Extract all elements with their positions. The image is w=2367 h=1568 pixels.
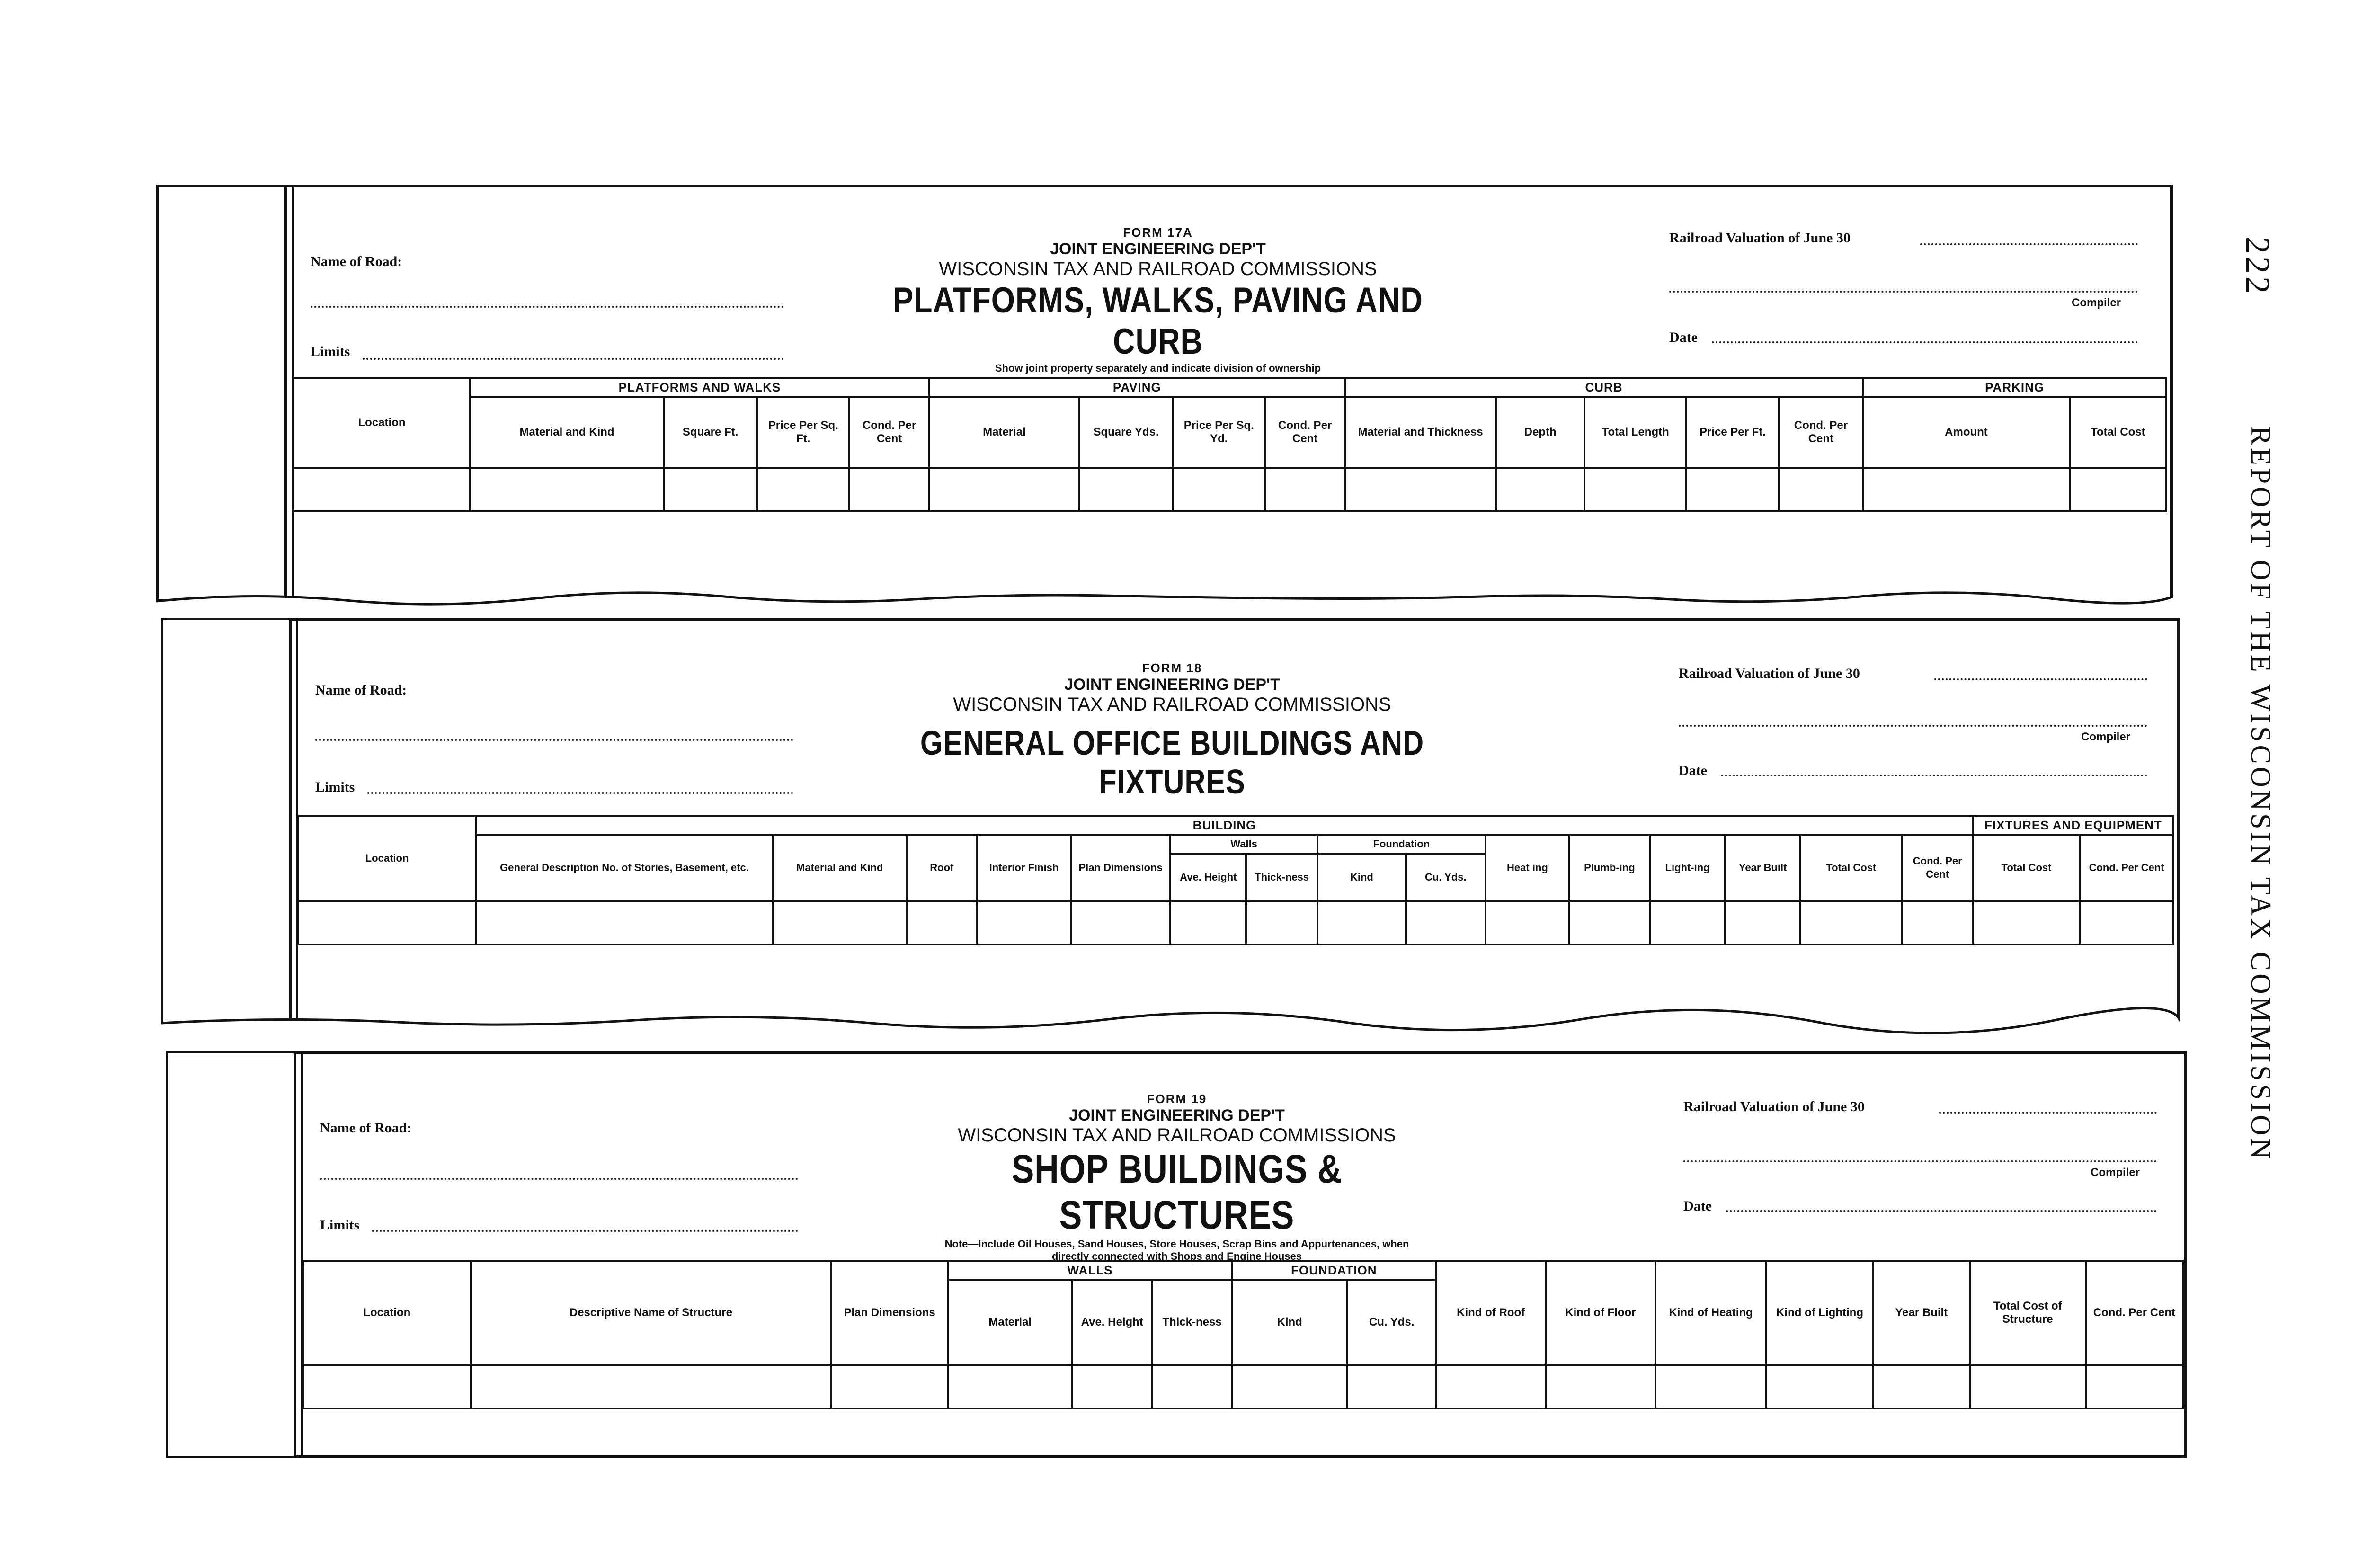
group-walls: Walls — [1170, 835, 1317, 854]
compiler-line[interactable] — [1679, 725, 2147, 727]
commissions-name: WISCONSIN TAX AND RAILROAD COMMISSIONS — [953, 694, 1391, 715]
form-17a — [156, 185, 2173, 611]
form-body — [284, 185, 2173, 601]
form-19 — [166, 1051, 2187, 1463]
compiler-label: Compiler — [2081, 731, 2131, 743]
col-header: Total Cost — [1973, 835, 2080, 901]
torn-edge — [161, 1006, 2180, 1034]
form-title: GENERAL OFFICE BUILDINGS AND FIXTURES — [920, 724, 1424, 801]
table-row[interactable] — [294, 468, 2166, 511]
form-stub — [156, 185, 284, 601]
col-header: Plan Dimensions — [831, 1261, 948, 1365]
col-header: Total Cost — [1800, 835, 1902, 901]
page-number: 222 — [2239, 237, 2277, 296]
compiler-label: Compiler — [2072, 296, 2121, 309]
date-line[interactable] — [1726, 1210, 2157, 1212]
limits-label: Limits — [315, 779, 355, 795]
col-header: Interior Finish — [977, 835, 1071, 901]
col-header: Kind of Floor — [1546, 1261, 1655, 1365]
limits-label: Limits — [311, 344, 350, 359]
form-18 — [161, 618, 2180, 1034]
commissions-name: WISCONSIN TAX AND RAILROAD COMMISSIONS — [958, 1125, 1396, 1146]
group-parking: PARKING — [1863, 378, 2166, 397]
col-header: Cond. Per Cent — [1265, 397, 1344, 468]
group-foundation: FOUNDATION — [1232, 1261, 1436, 1280]
col-header: Cond. Per Cent — [2086, 1261, 2183, 1365]
col-header: Plan Dimensions — [1071, 835, 1171, 901]
col-header: Kind of Heating — [1655, 1261, 1766, 1365]
col-header: Price Per Sq. Ft. — [757, 397, 849, 468]
col-header: Ave. Height — [1072, 1280, 1152, 1365]
limits-line[interactable] — [372, 1230, 798, 1232]
form-number: FORM 18 — [1142, 661, 1202, 675]
col-header: Ave. Height — [1170, 854, 1246, 901]
name-of-road-label: Name of Road: — [315, 682, 407, 698]
road-line[interactable] — [320, 1178, 798, 1180]
commissions-name: WISCONSIN TAX AND RAILROAD COMMISSIONS — [939, 258, 1377, 279]
form-table — [293, 377, 2167, 512]
dept-name: JOINT ENGINEERING DEP'T — [1069, 1106, 1285, 1124]
form-number: FORM 17A — [1123, 225, 1193, 240]
limits-label: Limits — [320, 1217, 360, 1233]
form-number: FORM 19 — [1147, 1092, 1207, 1106]
group-walls: WALLS — [948, 1261, 1232, 1280]
valuation-label: Railroad Valuation of June 30 — [1669, 230, 1851, 246]
col-header: Material and Thickness — [1345, 397, 1496, 468]
col-header: Kind of Roof — [1436, 1261, 1546, 1365]
running-header: REPORT OF THE WISCONSIN TAX COMMISSION — [2245, 426, 2277, 1162]
col-header: Material and Kind — [470, 397, 664, 468]
col-header: General Description No. of Stories, Basement, etc. — [476, 835, 773, 901]
limits-line[interactable] — [363, 358, 784, 360]
road-line[interactable] — [315, 739, 793, 741]
group-curb: CURB — [1345, 378, 1863, 397]
valuation-line[interactable] — [1939, 1112, 2157, 1114]
col-header: Amount — [1863, 397, 2070, 468]
valuation-label: Railroad Valuation of June 30 — [1679, 666, 1860, 681]
dept-name: JOINT ENGINEERING DEP'T — [1064, 676, 1280, 694]
col-header: Price Per Sq. Yd. — [1173, 397, 1265, 468]
form-subtitle: Show joint property separately and indicate division of ownership — [995, 362, 1321, 374]
col-header: Cond. Per Cent — [1902, 835, 1973, 901]
col-header: Heat ing — [1486, 835, 1569, 901]
date-line[interactable] — [1721, 775, 2147, 776]
form-table — [297, 815, 2174, 945]
form-stub — [161, 618, 289, 1025]
col-header: Square Yds. — [1079, 397, 1173, 468]
date-label: Date — [1683, 1198, 1712, 1214]
date-label: Date — [1669, 330, 1698, 345]
col-header: Cond. Per Cent — [1779, 397, 1863, 468]
col-header: Descriptive Name of Structure — [471, 1261, 831, 1365]
col-header: Material — [948, 1280, 1072, 1365]
col-header: Cond. Per Cent — [849, 397, 929, 468]
col-header: Material — [929, 397, 1079, 468]
group-building: BUILDING — [476, 816, 1973, 835]
group-platforms: PLATFORMS AND WALKS — [470, 378, 929, 397]
col-location: Location — [303, 1261, 471, 1365]
date-line[interactable] — [1712, 341, 2138, 343]
form-title: PLATFORMS, WALKS, PAVING AND CURB — [893, 280, 1423, 362]
col-header: Total Cost — [2070, 397, 2166, 468]
group-paving: PAVING — [929, 378, 1345, 397]
col-header: Year Built — [1873, 1261, 1970, 1365]
compiler-label: Compiler — [2091, 1166, 2140, 1179]
group-fixtures: FIXTURES AND EQUIPMENT — [1973, 816, 2173, 835]
col-header: Cu. Yds. — [1347, 1280, 1436, 1365]
col-header: Light-ing — [1650, 835, 1726, 901]
valuation-line[interactable] — [1920, 243, 2138, 245]
compiler-line[interactable] — [1669, 291, 2138, 293]
group-foundation: Foundation — [1317, 835, 1486, 854]
col-header: Cu. Yds. — [1406, 854, 1486, 901]
col-header: Cond. Per Cent — [2080, 835, 2173, 901]
table-row[interactable] — [303, 1365, 2183, 1408]
form-body — [289, 618, 2180, 1025]
col-header: Thick-ness — [1246, 854, 1317, 901]
name-of-road-label: Name of Road: — [311, 254, 402, 269]
col-header: Total Length — [1584, 397, 1686, 468]
form-table — [302, 1260, 2184, 1409]
valuation-line[interactable] — [1934, 678, 2147, 680]
dept-name: JOINT ENGINEERING DEP'T — [1050, 240, 1266, 258]
col-header: Price Per Ft. — [1686, 397, 1779, 468]
form-note: Note—Include Oil Houses, Sand Houses, Store Houses, Scrap Bins and Appurtenances, when directly connected with Shops and Engine Houses — [944, 1238, 1409, 1262]
col-location: Location — [294, 378, 470, 468]
limits-line[interactable] — [367, 792, 793, 794]
col-header: Total Cost of Structure — [1970, 1261, 2086, 1365]
col-header: Plumb-ing — [1569, 835, 1650, 901]
form-stub — [166, 1051, 294, 1458]
col-header: Kind of Lighting — [1766, 1261, 1873, 1365]
table-row[interactable] — [298, 901, 2173, 944]
form-body — [294, 1051, 2187, 1458]
road-line[interactable] — [311, 306, 784, 308]
name-of-road-label: Name of Road: — [320, 1120, 412, 1136]
compiler-line[interactable] — [1683, 1160, 2157, 1162]
col-header: Thick-ness — [1152, 1280, 1232, 1365]
col-header: Roof — [907, 835, 977, 901]
form-title: SHOP BUILDINGS & STRUCTURES — [1011, 1147, 1343, 1237]
date-label: Date — [1679, 763, 1707, 778]
col-header: Material and Kind — [773, 835, 907, 901]
col-header: Year Built — [1725, 835, 1800, 901]
col-header: Kind — [1232, 1280, 1347, 1365]
col-location: Location — [298, 816, 476, 901]
col-header: Depth — [1496, 397, 1584, 468]
col-header: Square Ft. — [664, 397, 757, 468]
valuation-label: Railroad Valuation of June 30 — [1683, 1099, 1865, 1114]
col-header: Kind — [1317, 854, 1406, 901]
torn-edge — [156, 582, 2173, 611]
